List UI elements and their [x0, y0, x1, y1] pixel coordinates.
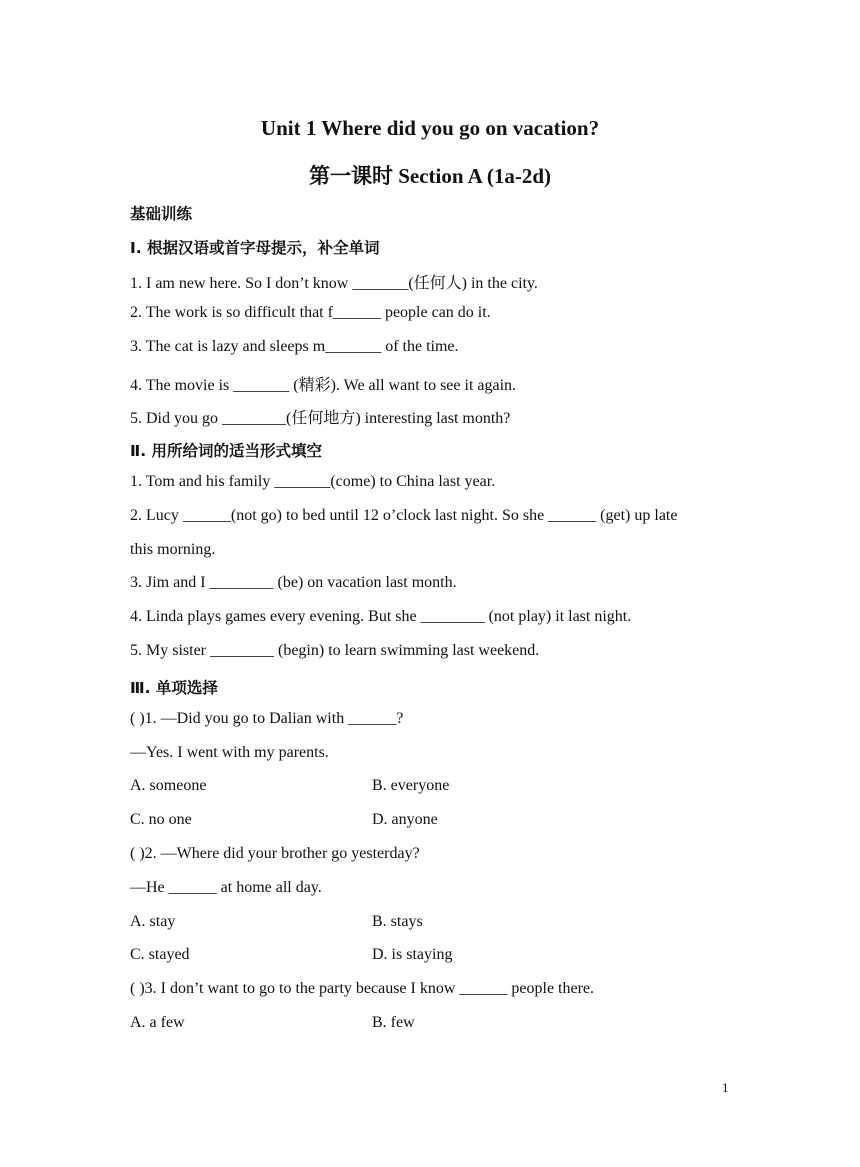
- s1-item-2: 2. The work is so difficult that f______ people can do it.: [130, 304, 491, 321]
- q1-option-a: A. someone: [130, 777, 207, 794]
- q2-answer-line: —He ______ at home all day.: [130, 879, 322, 896]
- q1-answer-line: —Yes. I went with my parents.: [130, 744, 329, 761]
- s2-item-2-continued: this morning.: [130, 541, 216, 558]
- q3-option-a: A. a few: [130, 1014, 185, 1031]
- q2-option-c: C. stayed: [130, 946, 190, 963]
- s1-item-4: 4. The movie is _______ (精彩). We all want to see it again.: [130, 377, 517, 394]
- s2-item-3: 3. Jim and I ________ (be) on vacation last month.: [130, 574, 457, 591]
- document-title: Unit 1 Where did you go on vacation?: [260, 116, 600, 140]
- s1-item-1: 1. I am new here. So I don’t know _______(任何人) in the city.: [130, 275, 538, 292]
- s2-item-5: 5. My sister ________ (begin) to learn swimming last weekend.: [130, 642, 540, 659]
- s2-item-4: 4. Linda plays games every evening. But she ________ (not play) it last night.: [130, 608, 632, 625]
- q2-option-b: B. stays: [372, 913, 423, 930]
- q2-option-a: A. stay: [130, 913, 176, 930]
- basic-training-heading: 基础训练: [130, 205, 193, 223]
- q2-option-d: D. is staying: [372, 946, 453, 963]
- s1-item-3: 3. The cat is lazy and sleeps m_______ of the time.: [130, 338, 459, 355]
- s1-item-5: 5. Did you go ________(任何地方) interesting last month?: [130, 410, 511, 427]
- q1-stem: ( )1. —Did you go to Dalian with ______?: [130, 710, 404, 727]
- page-number: 1: [722, 1080, 729, 1095]
- s2-item-1: 1. Tom and his family _______(come) to China last year.: [130, 473, 496, 490]
- document-subtitle: 第一课时 Section A (1a-2d): [308, 164, 552, 188]
- section-2-heading: Ⅱ. 用所给词的适当形式填空: [130, 442, 322, 460]
- section-3-heading: Ⅲ. 单项选择: [130, 679, 218, 697]
- section-1-heading: I. 根据汉语或首字母提示，补全单词: [130, 239, 380, 257]
- q3-option-b: B. few: [372, 1014, 415, 1031]
- q2-stem: ( )2. —Where did your brother go yesterday?: [130, 845, 420, 862]
- q1-option-b: B. everyone: [372, 777, 450, 794]
- s2-item-2: 2. Lucy ______(not go) to bed until 12 o’clock last night. So she ______ (get) up late: [130, 507, 678, 524]
- q1-option-d: D. anyone: [372, 811, 438, 828]
- q1-option-c: C. no one: [130, 811, 192, 828]
- q3-stem: ( )3. I don’t want to go to the party because I know ______ people there.: [130, 980, 595, 997]
